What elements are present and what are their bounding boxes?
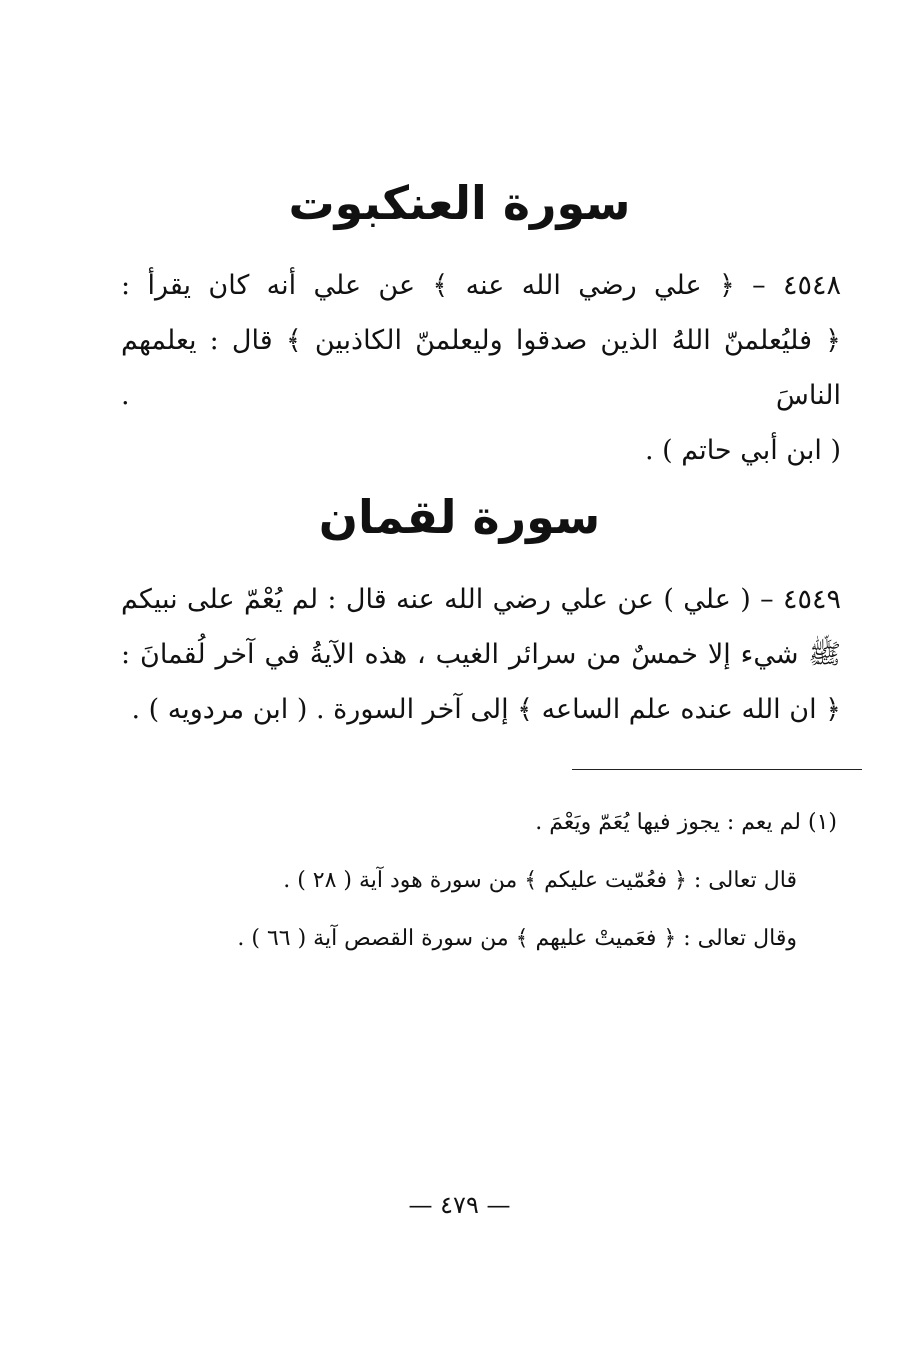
- hadith-line: ﴿ فليُعلمنّ اللهُ الذين صدقوا وليعلمنّ الكاذبين ﴾ قال : يعلمهم الناسَ .: [121, 325, 841, 411]
- footnote-quote: وقال تعالى : ﴿ فعَميتْ عليهم ﴾ من سورة القصص آية ( ٦٦ ) .: [237, 926, 797, 951]
- footnote-1: (١) لم يعم : يجوز فيها يُعَمّ ويَعْمَ .: [535, 810, 837, 835]
- footnote-divider: [572, 769, 862, 770]
- page-number: — ٤٧٩ —: [408, 1191, 511, 1219]
- footnote-quote: قال تعالى : ﴿ فعُمّيت عليكم ﴾ من سورة هود آية ( ٢٨ ) .: [283, 868, 797, 893]
- hadith-line: ٤٥٤٩ – ( علي ) عن علي رضي الله عنه قال : لم يُعْمّ على نبيكم: [121, 584, 841, 615]
- surah-heading-luqman: سورة لقمان: [318, 490, 601, 544]
- hadith-line: ﴿ ان الله عنده علم الساعه ﴾ إلى آخر السورة . ( ابن مردويه ) .: [131, 694, 841, 725]
- hadith-line: ٤٥٤٨ – ﴿ علي رضي الله عنه ﴾ عن علي أنه كان يقرأ :: [121, 270, 841, 301]
- hadith-line: ﷺ شيء إلا خمسٌ من سرائر الغيب ، هذه الآيةُ في آخر لُقمانَ :: [121, 639, 841, 670]
- hadith-4548: [121, 258, 841, 478]
- hadith-4549: [121, 572, 841, 737]
- hadith-source: ( ابن أبي حاتم ) .: [644, 435, 841, 466]
- surah-heading-ankabut: سورة العنكبوت: [288, 176, 631, 230]
- footnotes: [137, 794, 837, 968]
